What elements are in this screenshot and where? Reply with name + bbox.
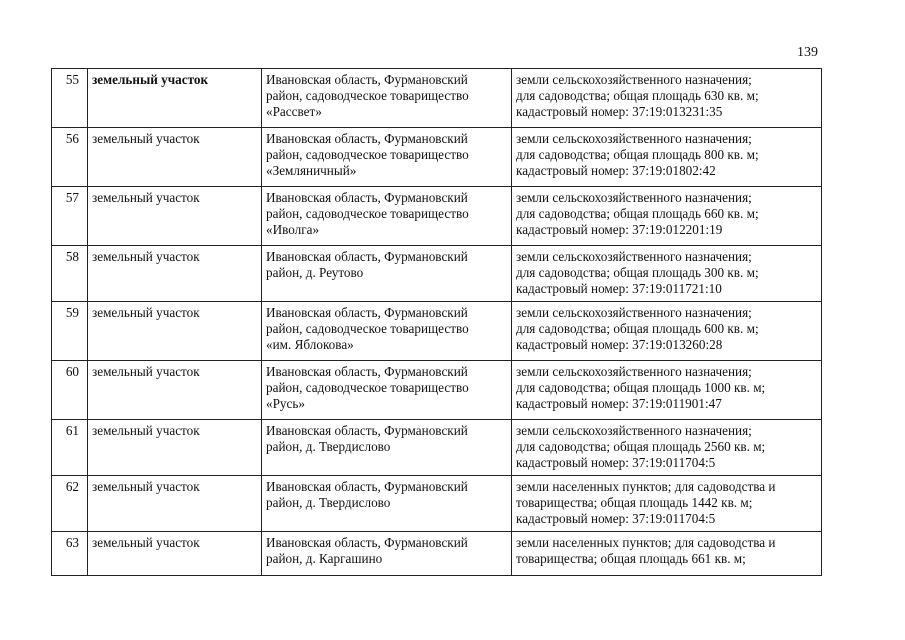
row-number: 56 [52,128,88,187]
location-line: Ивановская область, Фурмановский [266,535,468,550]
location-line: Ивановская область, Фурмановский [266,364,468,379]
object-description [512,361,822,420]
description-line: для садоводства; общая площадь 660 кв. м; [516,206,759,221]
location-line: «Земляничный» [266,163,357,178]
location-line: район, садоводческое товарищество [266,321,469,336]
object-description [512,476,822,532]
description-line: для садоводства; общая площадь 2560 кв. м; [516,439,766,454]
location-line: район, садоводческое товарищество [266,88,469,103]
object-type: земельный участок [88,187,262,246]
location-line: Ивановская область, Фурмановский [266,479,468,494]
land-plot-table-body [52,69,822,576]
location-line: район, д. Реутово [266,265,364,280]
description-line: товарищества; общая площадь 661 кв. м; [516,551,746,566]
description-line: земли сельскохозяйственного назначения; [516,249,752,264]
description-line: для садоводства; общая площадь 1000 кв. м; [516,380,766,395]
table-row [52,246,822,302]
object-location [262,302,512,361]
object-type: земельный участок [88,532,262,576]
location-line: район, д. Твердислово [266,495,391,510]
description-line: кадастровый номер: 37:19:012201:19 [516,222,723,237]
object-type: земельный участок [88,246,262,302]
object-location [262,420,512,476]
table-row [52,69,822,128]
table-row [52,302,822,361]
object-type: земельный участок [88,128,262,187]
row-number: 62 [52,476,88,532]
object-description [512,246,822,302]
object-type: земельный участок [88,420,262,476]
description-line: для садоводства; общая площадь 630 кв. м; [516,88,759,103]
row-number: 60 [52,361,88,420]
table-row [52,476,822,532]
object-location [262,476,512,532]
row-number: 61 [52,420,88,476]
description-line: земли населенных пунктов; для садоводства и [516,479,776,494]
location-line: район, садоводческое товарищество [266,380,469,395]
description-line: кадастровый номер: 37:19:011704:5 [516,455,716,470]
location-line: Ивановская область, Фурмановский [266,72,468,87]
location-line: район, садоводческое товарищество [266,147,469,162]
location-line: «Иволга» [266,222,320,237]
row-number: 55 [52,69,88,128]
description-line: земли сельскохозяйственного назначения; [516,131,752,146]
object-description [512,302,822,361]
object-location [262,361,512,420]
description-line: кадастровый номер: 37:19:01802:42 [516,163,716,178]
location-line: «Русь» [266,396,305,411]
description-line: земли сельскохозяйственного назначения; [516,364,752,379]
location-line: район, садоводческое товарищество [266,206,469,221]
object-type: земельный участок [88,476,262,532]
row-number: 58 [52,246,88,302]
row-number: 59 [52,302,88,361]
location-line: «им. Яблокова» [266,337,354,352]
land-plot-table [51,68,822,576]
table-row [52,420,822,476]
object-type: земельный участок [88,69,262,128]
object-location [262,532,512,576]
object-description [512,187,822,246]
description-line: товарищества; общая площадь 1442 кв. м; [516,495,753,510]
table-row [52,128,822,187]
table-row [52,187,822,246]
location-line: Ивановская область, Фурмановский [266,131,468,146]
location-line: Ивановская область, Фурмановский [266,305,468,320]
object-location [262,246,512,302]
table-row [52,532,822,576]
location-line: Ивановская область, Фурмановский [266,190,468,205]
object-type: земельный участок [88,302,262,361]
description-line: для садоводства; общая площадь 800 кв. м; [516,147,759,162]
description-line: кадастровый номер: 37:19:011721:10 [516,281,722,296]
object-location [262,69,512,128]
object-location [262,187,512,246]
object-description [512,128,822,187]
description-line: для садоводства; общая площадь 600 кв. м; [516,321,759,336]
description-line: кадастровый номер: 37:19:013231:35 [516,104,723,119]
row-number: 63 [52,532,88,576]
description-line: земли сельскохозяйственного назначения; [516,423,752,438]
table-row [52,361,822,420]
description-line: кадастровый номер: 37:19:011704:5 [516,511,716,526]
description-line: для садоводства; общая площадь 300 кв. м; [516,265,759,280]
object-type: земельный участок [88,361,262,420]
object-location [262,128,512,187]
location-line: «Рассвет» [266,104,322,119]
object-description [512,69,822,128]
description-line: земли сельскохозяйственного назначения; [516,190,752,205]
page-number: 139 [797,45,818,60]
description-line: земли населенных пунктов; для садоводства и [516,535,776,550]
row-number: 57 [52,187,88,246]
description-line: кадастровый номер: 37:19:013260:28 [516,337,723,352]
description-line: земли сельскохозяйственного назначения; [516,305,752,320]
description-line: кадастровый номер: 37:19:011901:47 [516,396,722,411]
location-line: Ивановская область, Фурмановский [266,423,468,438]
location-line: Ивановская область, Фурмановский [266,249,468,264]
object-description [512,420,822,476]
description-line: земли сельскохозяйственного назначения; [516,72,752,87]
location-line: район, д. Каргашино [266,551,383,566]
location-line: район, д. Твердислово [266,439,391,454]
object-description [512,532,822,576]
